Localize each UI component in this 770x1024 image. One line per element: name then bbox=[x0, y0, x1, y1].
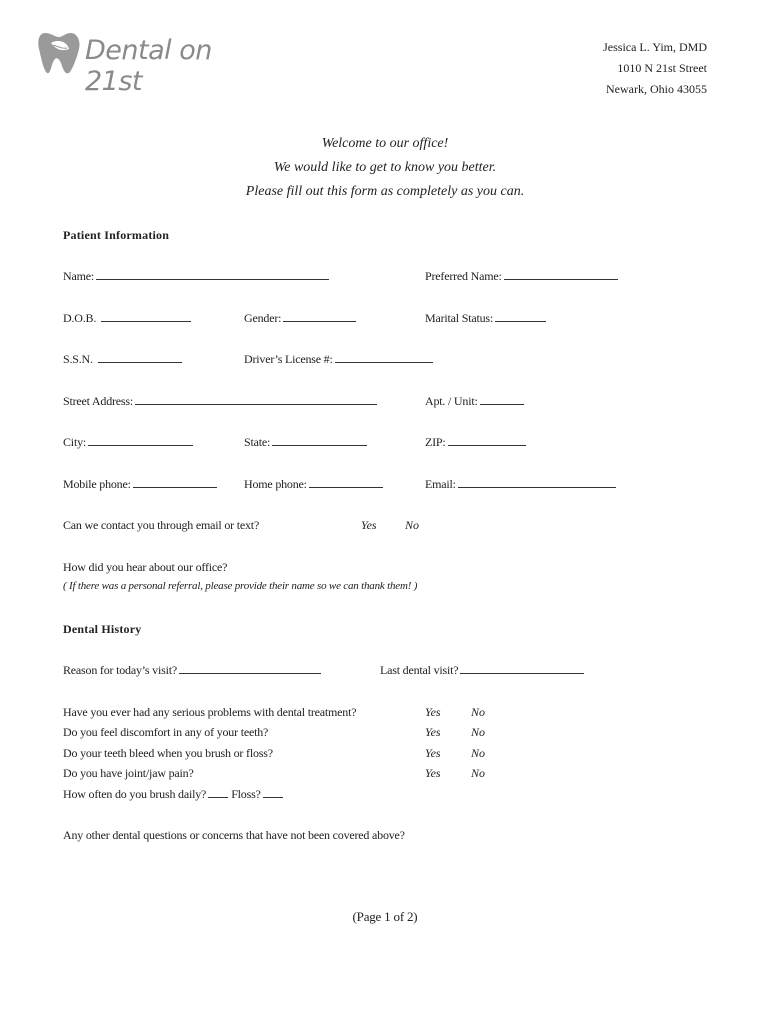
patient-info-heading: Patient Information bbox=[63, 228, 170, 242]
q1-yes-option[interactable]: Yes bbox=[425, 705, 441, 719]
ssn-label: S.S.N. bbox=[63, 352, 93, 366]
drivers-license-label: Driver’s License #: bbox=[244, 352, 333, 366]
doctor-name: Jessica L. Yim, DMD bbox=[603, 40, 707, 54]
last-visit-field[interactable] bbox=[380, 663, 584, 678]
zip-line[interactable] bbox=[448, 444, 526, 446]
marital-status-field[interactable] bbox=[425, 311, 546, 326]
name-field[interactable] bbox=[63, 269, 329, 284]
ssn-line[interactable] bbox=[98, 361, 182, 363]
apt-unit-label: Apt. / Unit: bbox=[425, 394, 478, 408]
other-concerns-question: Any other dental questions or concerns that have not been covered above? bbox=[63, 828, 405, 842]
brush-label: How often do you brush daily? bbox=[63, 787, 207, 801]
welcome-line-3: Please fill out this form as completely as you can. bbox=[245, 184, 525, 199]
dob-field[interactable] bbox=[63, 311, 191, 326]
drivers-license-field[interactable] bbox=[244, 352, 433, 367]
email-label: Email: bbox=[425, 477, 456, 491]
q1-no-option[interactable]: No bbox=[471, 705, 486, 719]
gender-label: Gender: bbox=[244, 311, 282, 325]
visit-reason-field[interactable] bbox=[63, 663, 321, 678]
contact-yes-option[interactable]: Yes bbox=[361, 518, 377, 532]
welcome-line-1: Welcome to our office! bbox=[321, 136, 449, 151]
referral-note: ( If there was a personal referral, please provide their name so we can thank them! ) bbox=[63, 580, 418, 592]
state-label: State: bbox=[244, 435, 271, 449]
brushing-field[interactable] bbox=[63, 787, 283, 802]
home-phone-label: Home phone: bbox=[244, 477, 307, 491]
mobile-phone-line[interactable] bbox=[133, 486, 217, 488]
tooth-leaf-icon bbox=[37, 29, 81, 77]
welcome-line-2: We would like to get to know you better. bbox=[273, 160, 497, 175]
q4-yes-option[interactable]: Yes bbox=[425, 766, 441, 780]
floss-label: Floss? bbox=[231, 787, 261, 801]
state-field[interactable] bbox=[244, 435, 367, 450]
dental-question: Do you have joint/jaw pain? bbox=[63, 766, 194, 780]
ssn-field[interactable] bbox=[63, 352, 182, 367]
street-address-label: Street Address: bbox=[63, 394, 133, 408]
referral-question: How did you hear about our office? bbox=[63, 560, 228, 574]
address-city: Newark, Ohio 43055 bbox=[606, 82, 707, 96]
drivers-license-line[interactable] bbox=[335, 361, 433, 363]
page-number: (Page 1 of 2) bbox=[352, 909, 418, 924]
city-line[interactable] bbox=[88, 444, 193, 446]
preferred-name-line[interactable] bbox=[504, 278, 618, 280]
q2-no-option[interactable]: No bbox=[471, 725, 486, 739]
contact-question: Can we contact you through email or text? bbox=[63, 518, 260, 532]
preferred-name-label: Preferred Name: bbox=[425, 269, 502, 283]
logo bbox=[37, 29, 227, 97]
zip-field[interactable] bbox=[425, 435, 526, 450]
logo-text: Dental on 21st bbox=[85, 35, 212, 97]
contact-no-option[interactable]: No bbox=[405, 518, 420, 532]
gender-field[interactable] bbox=[244, 311, 356, 326]
visit-reason-label: Reason for today’s visit? bbox=[63, 663, 177, 677]
dental-question: Do your teeth bleed when you brush or floss? bbox=[63, 746, 273, 760]
q2-yes-option[interactable]: Yes bbox=[425, 725, 441, 739]
dental-history-heading: Dental History bbox=[63, 622, 142, 636]
marital-status-label: Marital Status: bbox=[425, 311, 493, 325]
city-label: City: bbox=[63, 435, 87, 449]
home-phone-line[interactable] bbox=[309, 486, 383, 488]
preferred-name-field[interactable] bbox=[425, 269, 618, 284]
apt-unit-field[interactable] bbox=[425, 394, 524, 409]
mobile-phone-field[interactable] bbox=[63, 477, 217, 492]
apt-unit-line[interactable] bbox=[480, 403, 524, 405]
zip-label: ZIP: bbox=[425, 435, 446, 449]
email-field[interactable] bbox=[425, 477, 616, 492]
state-line[interactable] bbox=[272, 444, 367, 446]
q4-no-option[interactable]: No bbox=[471, 766, 486, 780]
dob-line[interactable] bbox=[101, 320, 191, 322]
name-label: Name: bbox=[63, 269, 94, 283]
street-address-field[interactable] bbox=[63, 394, 377, 409]
street-address-line[interactable] bbox=[135, 403, 377, 405]
marital-status-line[interactable] bbox=[495, 320, 546, 322]
visit-reason-line[interactable] bbox=[179, 672, 321, 674]
gender-line[interactable] bbox=[283, 320, 356, 322]
dental-question: Do you feel discomfort in any of your teeth? bbox=[63, 725, 269, 739]
floss-line[interactable] bbox=[263, 796, 283, 798]
dental-question: Have you ever had any serious problems with dental treatment? bbox=[63, 705, 357, 719]
address-street: 1010 N 21st Street bbox=[617, 61, 707, 75]
mobile-phone-label: Mobile phone: bbox=[63, 477, 131, 491]
city-field[interactable] bbox=[63, 435, 193, 450]
brush-line[interactable] bbox=[208, 796, 228, 798]
last-visit-label: Last dental visit? bbox=[380, 663, 459, 677]
last-visit-line[interactable] bbox=[460, 672, 584, 674]
q3-no-option[interactable]: No bbox=[471, 746, 486, 760]
dob-label: D.O.B. bbox=[63, 311, 97, 325]
email-line[interactable] bbox=[458, 486, 616, 488]
q3-yes-option[interactable]: Yes bbox=[425, 746, 441, 760]
name-line[interactable] bbox=[96, 278, 329, 280]
home-phone-field[interactable] bbox=[244, 477, 383, 492]
